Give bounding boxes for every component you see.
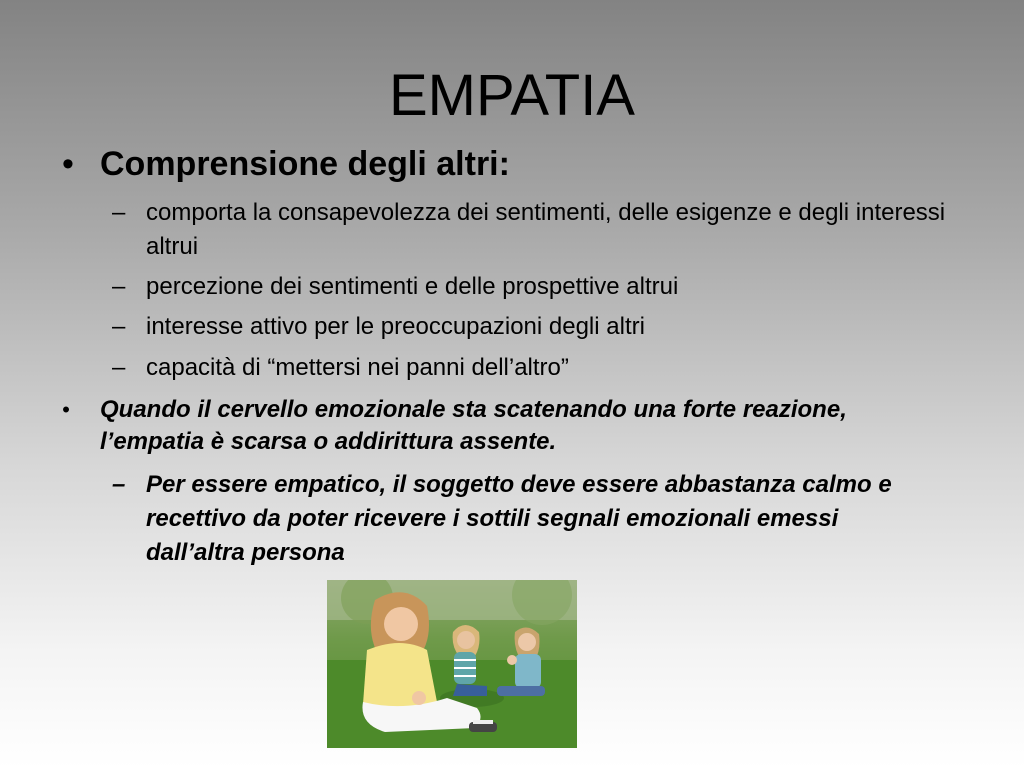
bullet-cervello-emozionale: [62, 394, 900, 458]
dash-marker: –: [112, 199, 126, 226]
subitem-1: [112, 196, 966, 264]
photo-illustration: [327, 580, 577, 748]
dash-marker: –: [112, 471, 126, 498]
subitem-text: interesse attivo per le preoccupazioni degli altri: [146, 313, 645, 340]
subitem-text: capacità di “mettersi nei panni dell’altro”: [146, 354, 569, 381]
bullet-text: Quando il cervello emozionale sta scatenando una forte reazione, l’empatia è scarsa o addirittura assente.: [100, 396, 847, 455]
subitem-3: [112, 310, 966, 344]
slide-title: EMPATIA: [389, 63, 635, 128]
bullet-comprensione: [62, 144, 510, 184]
dash-marker: –: [112, 273, 126, 300]
dash-marker: –: [112, 354, 126, 381]
bullet-marker: •: [62, 397, 70, 422]
dash-marker: –: [112, 313, 126, 340]
subitem-text: percezione dei sentimenti e delle prospettive altrui: [146, 273, 679, 300]
bullet-marker: •: [62, 145, 74, 183]
subitem-text: comporta la consapevolezza dei sentimenti, delle esigenze e degli interessi altrui: [146, 199, 946, 260]
subitem-text: Per essere empatico, il soggetto deve essere abbastanza calmo e recettivo da poter ricevere i sottili segnali emozionali emessi dall’altra persona: [146, 471, 892, 566]
subitem-4: [112, 351, 966, 385]
bullet-text: Comprensione degli altri:: [100, 145, 510, 183]
girls-sitting-on-grass-photo: [327, 580, 577, 748]
subitem-empatico: [112, 468, 936, 570]
subitem-2: [112, 270, 966, 304]
